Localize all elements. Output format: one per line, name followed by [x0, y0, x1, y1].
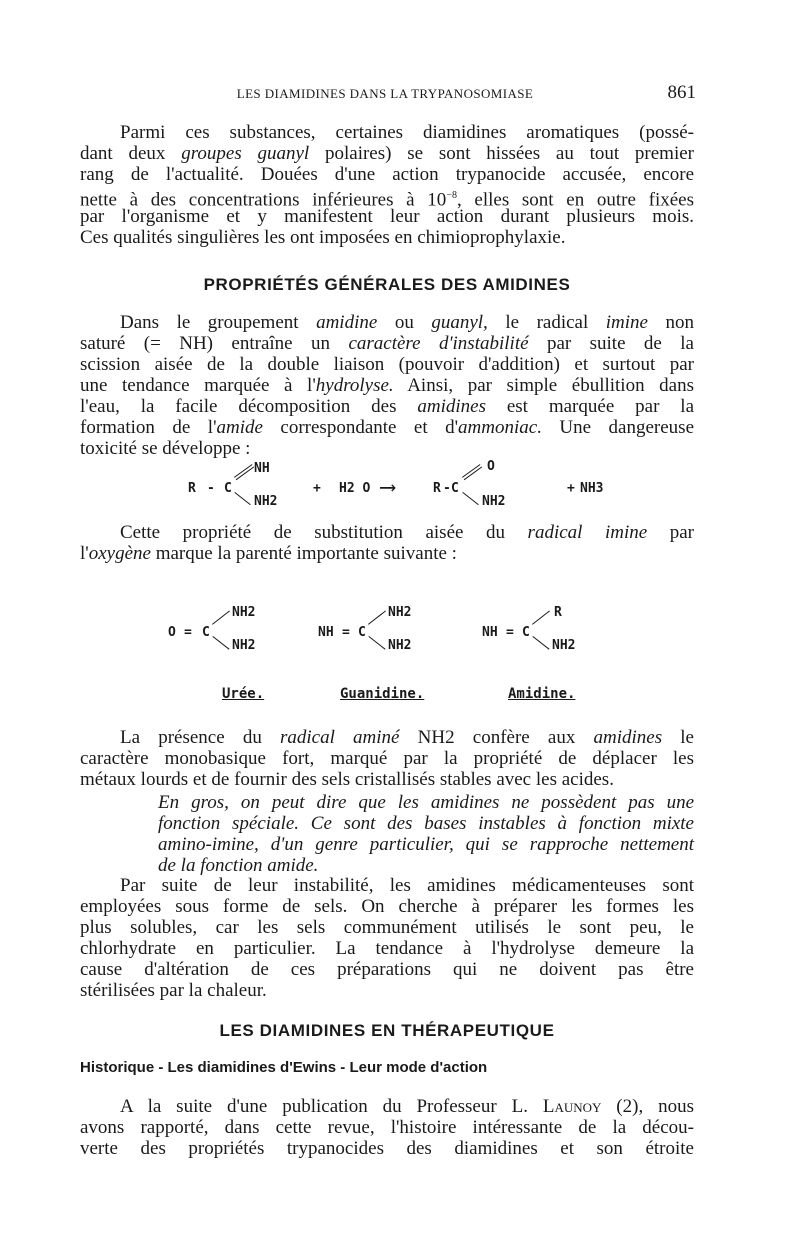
structure-comparison — [0, 600, 800, 710]
amidine-r-top: R — [554, 605, 562, 620]
single-bond — [462, 492, 478, 505]
text-line: l'eau, la facile décomposition des amidines est marquée par la — [80, 396, 695, 417]
product-r: R — [433, 481, 441, 496]
product-oxygen: O — [487, 459, 495, 474]
text-line: rang de l'actualité. Douées d'une action trypanocide accusée, encore — [80, 164, 694, 185]
product-plus: + — [567, 481, 575, 496]
text-line: cause d'altération de ces préparations qui ne doivent pas être — [80, 959, 694, 980]
intro-paragraph — [80, 122, 694, 248]
reaction-dash: - — [207, 481, 215, 496]
single-bond — [212, 636, 229, 650]
section-title: LES DIAMIDINES EN THÉRAPEUTIQUE — [219, 1021, 555, 1040]
text-line: formation de l'amide correspondante et d'ammoniac. Une dangereuse — [80, 417, 694, 438]
text-line: Cette propriété de substitution aisée du radical imine par — [120, 522, 695, 543]
text-line: l'oxygène marque la parenté importante suivante : — [80, 543, 457, 564]
guanidine-structure — [318, 600, 468, 710]
text-line: Par suite de leur instabilité, les amidines médicamenteuses sont — [120, 875, 694, 896]
guanidine-label: Guanidine. — [340, 686, 425, 702]
reaction-plus: + — [313, 481, 321, 496]
reaction-nh2: NH2 — [254, 494, 278, 509]
text-line: toxicité se développe : — [80, 438, 251, 459]
product-ammonia: NH3 — [580, 481, 604, 496]
history-paragraph — [80, 1096, 694, 1159]
single-bond — [212, 610, 230, 624]
product-carbon: C — [451, 481, 459, 496]
subsection-title: Historique - Les diamidines d'Ewins - Leur mode d'action — [80, 1059, 488, 1076]
text-line: verte des propriétés trypanocides des diamidines et son étroite — [80, 1138, 694, 1159]
uree-structure — [166, 600, 286, 710]
single-bond — [368, 610, 386, 624]
double-bond — [234, 464, 254, 480]
text-line: une tendance marquée à l'hydrolyse. Ainsi, par simple ébullition dans — [80, 375, 694, 396]
salt-forms-paragraph — [80, 875, 694, 1001]
text-line: Ces qualités singulières les ont imposées en chimioprophylaxie. — [80, 227, 566, 248]
reaction-nh: NH — [254, 461, 270, 476]
product-nh2: NH2 — [482, 494, 506, 509]
uree-carbon: C — [202, 625, 210, 640]
text-line: A la suite d'une publication du Professeur L. Launoy (2), nous — [120, 1096, 694, 1117]
reaction-r: R — [188, 481, 196, 496]
reaction-water: H2 O — [339, 481, 371, 496]
text-line: La présence du radical aminé NH2 confère aux amidines le — [120, 727, 694, 748]
text-line: Parmi ces substances, certaines diamidines aromatiques (possé- — [120, 122, 694, 143]
guanidine-nh: NH — [318, 625, 334, 640]
text-line: chlorhydrate en particulier. La tendance à l'hydrolyse demeure la — [80, 938, 694, 959]
text-line: caractère monobasique fort, marqué par la propriété de déplacer les — [80, 748, 694, 769]
guanidine-carbon: C — [358, 625, 366, 640]
text-line: avons rapporté, dans cette revue, l'histoire intéressante de la décou- — [80, 1117, 694, 1138]
page-number: 861 — [667, 82, 696, 103]
text-line: fonction spéciale. Ce sont des bases instables à fonction mixte — [158, 813, 694, 834]
text-line: plus solubles, car les sels communément utilisés le sont peu, le — [80, 917, 694, 938]
product-dash: - — [443, 481, 451, 496]
text-line: de la fonction amide. — [158, 855, 319, 876]
summary-italic-paragraph — [158, 792, 694, 876]
text-line: scission aisée de la double liaison (pouvoir d'addition) et surtout par — [80, 354, 694, 375]
uree-oxygen: O — [168, 625, 176, 640]
uree-double-bond: = — [184, 625, 192, 640]
amidine-properties-paragraph — [80, 312, 694, 459]
text-line: amino-imine, d'un genre particulier, qui se rapproche nettement — [158, 834, 694, 855]
text-line: saturé (= NH) entraîne un caractère d'instabilité par suite de la — [80, 333, 694, 354]
amine-radical-paragraph — [80, 727, 694, 790]
single-bond — [368, 636, 385, 650]
text-line: métaux lourds et de fournir des sels cristallisés stables avec les acides. — [80, 769, 614, 790]
hydrolysis-reaction — [0, 455, 800, 515]
amidine-label: Amidine. — [508, 686, 576, 702]
amidine-nh: NH — [482, 625, 498, 640]
amidine-double-bond: = — [506, 625, 514, 640]
text-line: Dans le groupement amidine ou guanyl, le radical imine non — [120, 312, 695, 333]
reaction-carbon: C — [224, 481, 232, 496]
amidine-structure — [482, 600, 622, 710]
single-bond — [234, 492, 250, 505]
guanidine-nh2-bottom: NH2 — [388, 638, 412, 653]
single-bond — [532, 610, 550, 624]
single-bond — [532, 636, 549, 650]
double-bond — [462, 464, 482, 480]
guanidine-double-bond: = — [342, 625, 350, 640]
text-line: employées sous forme de sels. On cherche à préparer les formes les — [80, 896, 694, 917]
guanidine-nh2-top: NH2 — [388, 605, 412, 620]
text-line: dant deux groupes guanyl polaires) se sont hissées au tout premier — [80, 143, 695, 164]
text-line: nette à des concentrations inférieures à $10^{-8}$, elles sont en outre fixées — [80, 189, 694, 211]
oxygen-substitution-paragraph — [80, 522, 694, 564]
uree-label: Urée. — [222, 686, 265, 702]
text-line: stérilisées par la chaleur. — [80, 980, 267, 1001]
amidine-nh2-bottom: NH2 — [552, 638, 576, 653]
section-title: PROPRIÉTÉS GÉNÉRALES DES AMIDINES — [203, 275, 571, 294]
text-line: En gros, on peut dire que les amidines ne possèdent pas une — [158, 792, 694, 813]
uree-nh2-top: NH2 — [232, 605, 256, 620]
uree-nh2-bottom: NH2 — [232, 638, 256, 653]
reaction-arrow: ⟶ — [381, 475, 395, 500]
amidine-carbon: C — [522, 625, 530, 640]
running-title: LES DIAMIDINES DANS LA TRYPANOSOMIASE — [236, 86, 534, 101]
text-line: par l'organisme et y manifestent leur action durant plusieurs mois. — [80, 206, 694, 227]
